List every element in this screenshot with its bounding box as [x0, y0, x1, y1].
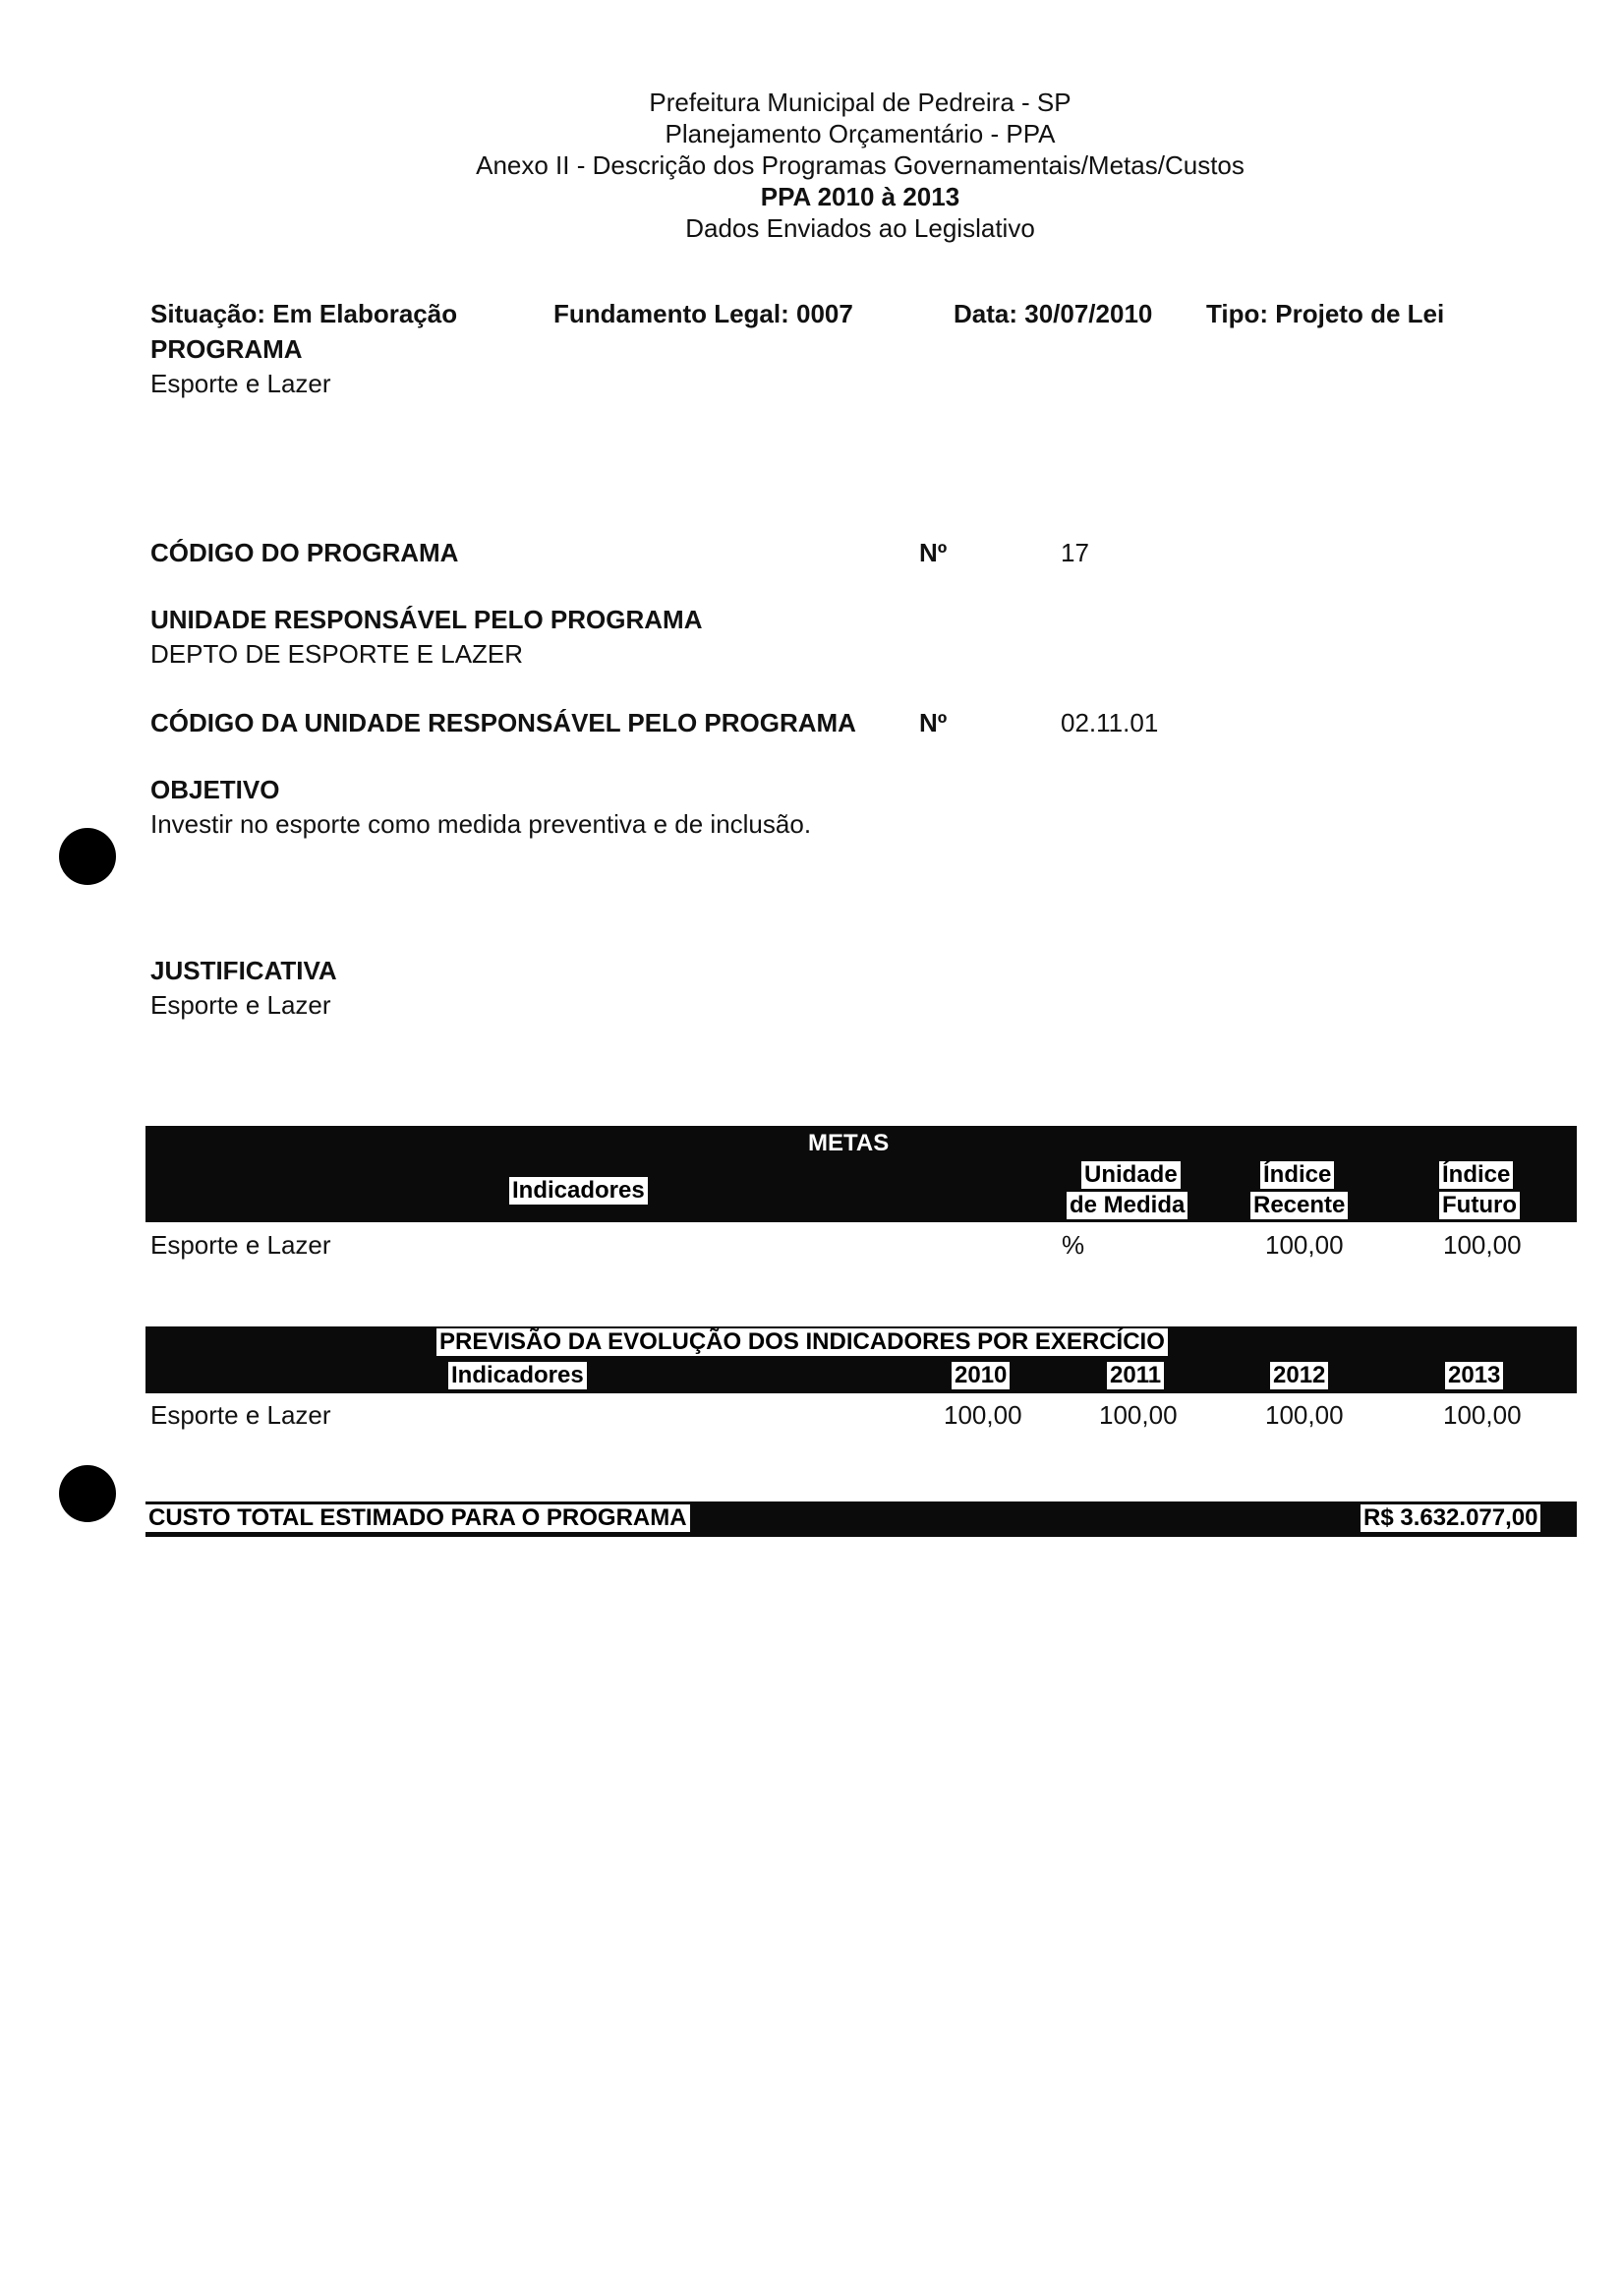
punch-hole-top: [59, 828, 116, 885]
codigo-programa-heading: CÓDIGO DO PROGRAMA: [150, 538, 459, 567]
previsao-row-2011: 100,00: [1099, 1400, 1178, 1430]
data-label: Data: 30/07/2010: [954, 299, 1153, 328]
custo-total-bar: [145, 1501, 1577, 1537]
unidade-responsavel-value: DEPTO DE ESPORTE E LAZER: [150, 639, 524, 669]
codigo-unidade-value: 02.11.01: [1061, 708, 1159, 737]
metas-col-recente-line2: Recente: [1250, 1192, 1348, 1219]
previsao-col-2010: 2010: [952, 1362, 1010, 1389]
metas-row-indicador: Esporte e Lazer: [150, 1230, 331, 1260]
punch-hole-bottom: [59, 1465, 116, 1522]
tipo-label: Tipo: Projeto de Lei: [1206, 299, 1445, 328]
metas-row-futuro: 100,00: [1443, 1230, 1522, 1260]
header-status-note: Dados Enviados ao Legislativo: [685, 213, 1035, 243]
objetivo-heading: OBJETIVO: [150, 775, 280, 804]
programa-value: Esporte e Lazer: [150, 369, 331, 398]
codigo-unidade-heading: CÓDIGO DA UNIDADE RESPONSÁVEL PELO PROGRAMA: [150, 708, 856, 737]
header-planning: Planejamento Orçamentário - PPA: [665, 119, 1056, 148]
metas-header-bar: [145, 1126, 1577, 1222]
previsao-title: PREVISÃO DA EVOLUÇÃO DOS INDICADORES POR EXERCÍCIO: [436, 1328, 1168, 1356]
situacao-label: Situação: Em Elaboração: [150, 299, 458, 328]
codigo-programa-no-label: Nº: [919, 538, 948, 567]
metas-col-futuro-line2: Futuro: [1439, 1192, 1520, 1219]
justificativa-heading: JUSTIFICATIVA: [150, 956, 337, 985]
codigo-programa-value: 17: [1061, 538, 1089, 567]
custo-total-value: R$ 3.632.077,00: [1361, 1504, 1540, 1532]
previsao-col-indicadores: Indicadores: [448, 1362, 587, 1389]
header-ppa-period: PPA 2010 à 2013: [760, 182, 960, 211]
metas-col-indicadores: Indicadores: [509, 1177, 648, 1205]
previsao-row-indicador: Esporte e Lazer: [150, 1400, 331, 1430]
metas-row-unidade: %: [1062, 1230, 1085, 1260]
header-annex: Anexo II - Descrição dos Programas Governamentais/Metas/Custos: [476, 150, 1245, 180]
justificativa-value: Esporte e Lazer: [150, 990, 331, 1020]
unidade-responsavel-heading: UNIDADE RESPONSÁVEL PELO PROGRAMA: [150, 605, 703, 634]
metas-title: METAS: [808, 1130, 890, 1156]
previsao-row-2013: 100,00: [1443, 1400, 1522, 1430]
metas-col-unidade-line2: de Medida: [1067, 1192, 1188, 1219]
fundamento-legal-label: Fundamento Legal: 0007: [553, 299, 853, 328]
metas-col-unidade-line1: Unidade: [1081, 1161, 1181, 1189]
custo-total-label: CUSTO TOTAL ESTIMADO PARA O PROGRAMA: [145, 1504, 690, 1532]
metas-col-futuro-line1: Índice: [1439, 1161, 1513, 1189]
metas-row-recente: 100,00: [1265, 1230, 1344, 1260]
previsao-header-bar: [145, 1326, 1577, 1393]
previsao-col-2011: 2011: [1107, 1362, 1164, 1389]
document-header: [0, 87, 1622, 244]
metas-col-recente-line1: Índice: [1260, 1161, 1334, 1189]
previsao-col-2012: 2012: [1270, 1362, 1328, 1389]
header-municipality: Prefeitura Municipal de Pedreira - SP: [649, 88, 1072, 117]
programa-heading: PROGRAMA: [150, 334, 303, 364]
previsao-row-2012: 100,00: [1265, 1400, 1344, 1430]
objetivo-value: Investir no esporte como medida preventiva e de inclusão.: [150, 809, 812, 839]
previsao-col-2013: 2013: [1445, 1362, 1503, 1389]
codigo-unidade-no-label: Nº: [919, 708, 948, 737]
previsao-row-2010: 100,00: [944, 1400, 1022, 1430]
